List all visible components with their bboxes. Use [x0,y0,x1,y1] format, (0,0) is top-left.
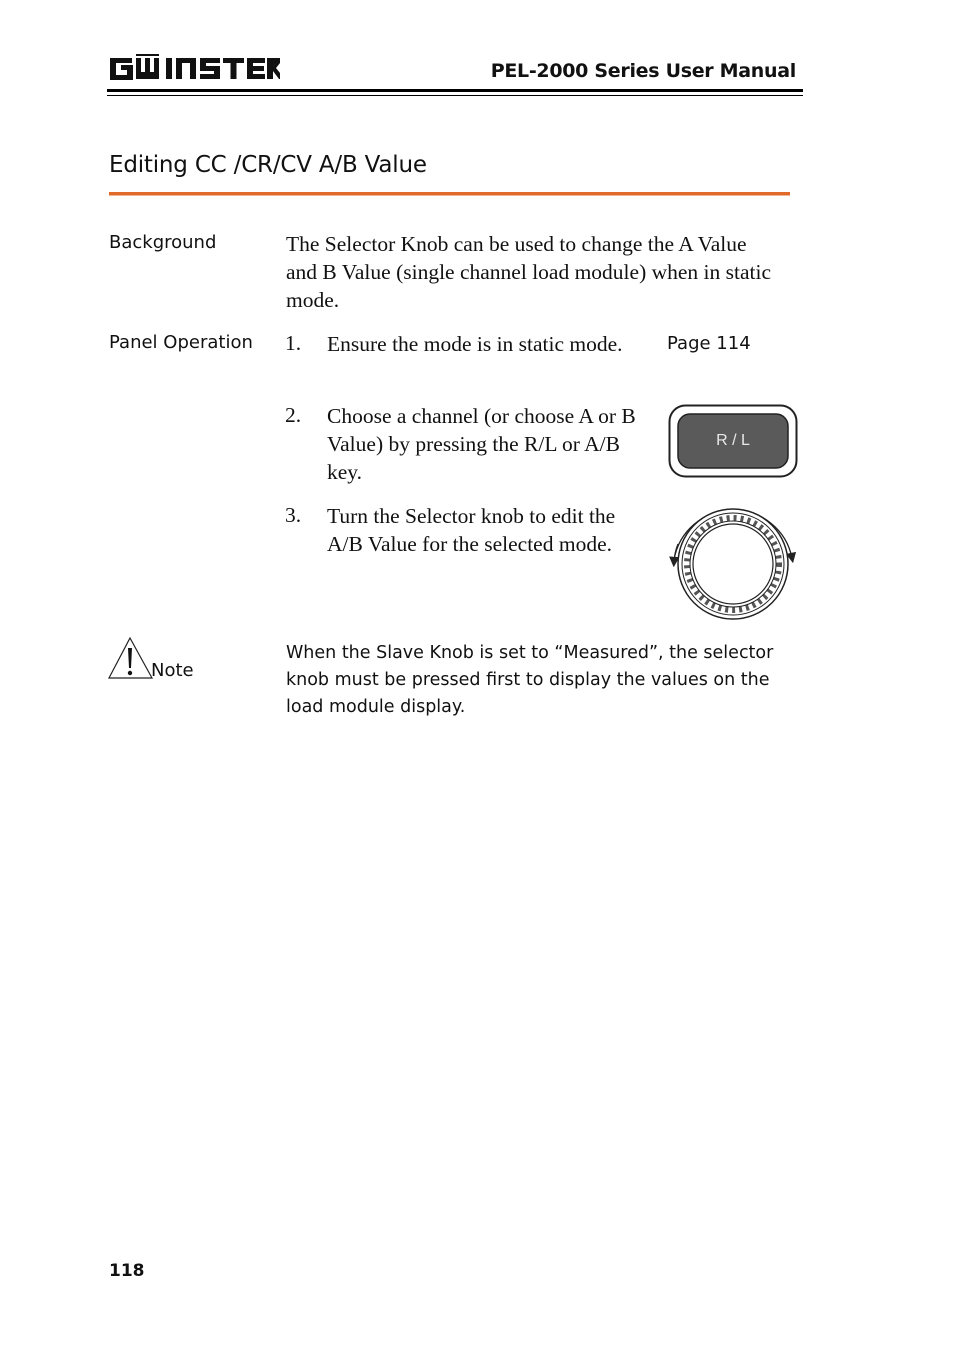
section-title: Editing CC /CR/CV A/B Value [109,152,427,178]
step-2-number: 2. [285,403,302,427]
background-label: Background [109,232,217,253]
gw-instek-logo [108,54,280,84]
page-number: 118 [109,1261,145,1281]
panel-operation-label: Panel Operation [109,332,253,353]
step-1-text: Ensure the mode is in static mode. [327,332,623,356]
section-rule-shadow [109,195,790,196]
selector-knob-icon [664,500,802,626]
rl-key-label: R / L [716,432,750,449]
step-2-text: Choose a channel (or choose A or B Value) by pressing the R/L or A/B key. [327,404,636,484]
page-reference-link[interactable]: Page 114 [667,333,751,354]
header-rule-thin [107,95,803,96]
manual-title: PEL-2000 Series User Manual [490,60,796,82]
background-text: The Selector Knob can be used to change the A Value and B Value (single channel load module) when in static mode. [286,232,772,312]
note-label: Note [151,660,194,681]
rl-key-icon [668,404,798,478]
note-text: When the Slave Knob is set to “Measured”, the selector knob must be pressed first to display the values on the load module display. [286,643,774,717]
step-3-text: Turn the Selector knob to edit the A/B Value for the selected mode. [327,504,616,556]
header-rule [107,89,803,92]
warning-icon [108,636,154,680]
step-3-number: 3. [285,503,302,527]
step-1-number: 1. [285,331,302,355]
